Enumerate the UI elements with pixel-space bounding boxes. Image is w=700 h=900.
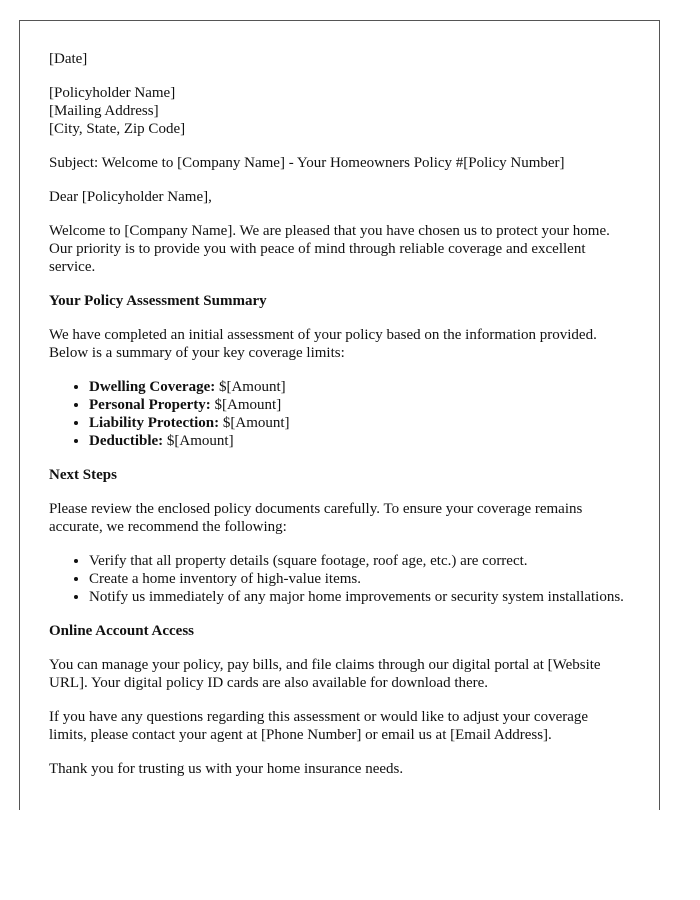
letter-date — [49, 50, 629, 68]
next-steps-paragraph: Please review the enclosed policy documents carefully. To ensure your coverage remains accurate, we recommend the following: — [49, 501, 583, 535]
coverage-label: Deductible: — [89, 433, 164, 449]
next-step-item-notify: • Notify us immediately of any major home improvements or security system installations. — [89, 588, 629, 606]
salutation: Dear [Policyholder Name], — [49, 189, 212, 205]
date-text: [Date] — [49, 51, 88, 67]
online-access-paragraph: You can manage your policy, pay bills, and file claims through our digital portal at [Website URL]. Your digital policy ID cards are also available for download there. — [49, 657, 601, 691]
coverage-label: Liability Protection: — [89, 415, 220, 431]
letter-page — [19, 20, 660, 810]
next-step-item-verify: • Verify that all property details (square footage, roof age, etc.) are correct. — [89, 552, 629, 570]
next-steps-heading: Next Steps — [49, 467, 117, 483]
coverage-item-dwelling — [89, 378, 629, 396]
closing-paragraph: Thank you for trusting us with your home insurance needs. — [49, 761, 404, 777]
assessment-paragraph: We have completed an initial assessment of your policy based on the information provided. Below is a summary of your key coverage limits: — [49, 327, 597, 361]
coverage-label: Dwelling Coverage: — [89, 379, 216, 395]
next-step-item-inventory: • Create a home inventory of high-value items. — [89, 570, 629, 588]
online-access-heading: Online Account Access — [49, 623, 194, 639]
questions-paragraph: If you have any questions regarding this assessment or would like to adjust your coverage limits, please contact your agent at [Phone Number] or email us at [Email Address]. — [49, 709, 589, 743]
coverage-value: $[Amount] — [163, 433, 234, 449]
intro-paragraph: Welcome to [Company Name]. We are pleased that you have chosen us to protect your home. Our priority is to provide you with peace of mind through reliable coverage and excellent service. — [49, 223, 610, 275]
recipient-block — [49, 84, 629, 138]
subject-line: Subject: Welcome to [Company Name] - Your Homeowners Policy #[Policy Number] — [49, 155, 565, 171]
coverage-value: $[Amount] — [210, 397, 282, 413]
coverage-item-personal-property — [89, 396, 629, 414]
coverage-item-liability — [89, 414, 629, 432]
coverage-label: Personal Property: — [89, 397, 211, 413]
assessment-heading: Your Policy Assessment Summary — [49, 293, 267, 309]
coverage-value: $[Amount] — [219, 415, 290, 431]
recipient-city: [City, State, Zip Code] — [49, 121, 186, 137]
coverage-item-deductible — [89, 432, 629, 450]
next-steps-list — [49, 552, 629, 606]
recipient-address: [Mailing Address] — [49, 103, 159, 119]
coverage-value: $[Amount] — [215, 379, 286, 395]
coverage-list — [49, 378, 629, 450]
recipient-name: [Policyholder Name] — [49, 85, 176, 101]
